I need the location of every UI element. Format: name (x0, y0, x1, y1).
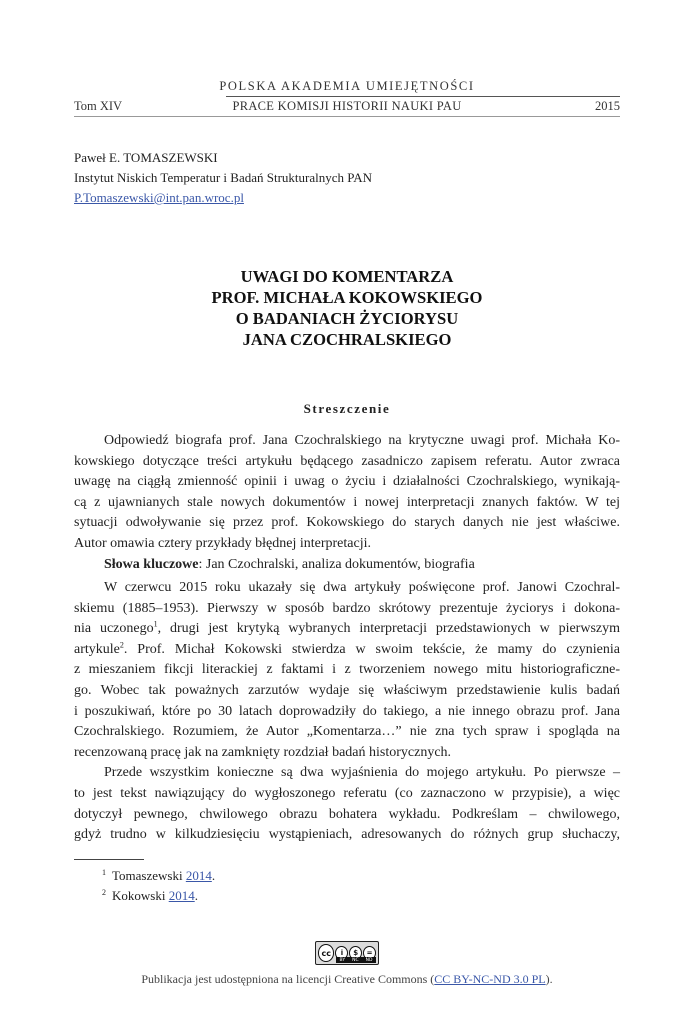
license-link[interactable]: CC BY-NC-ND 3.0 PL (434, 972, 546, 986)
body-fragment: . Prof. Michał Kokowski stwierdza w swoim tekście, że mamy do czynienia (123, 641, 620, 657)
footnote-number: 2 (102, 887, 106, 897)
title-line: O BADANIACH ŻYCIORYSU (235, 309, 459, 328)
body-line: gdyż trudno w kilkudziesięciu wystąpieniach, adresowanych do różnych grup słuchaczy, (74, 827, 620, 843)
body-paragraphs (74, 578, 620, 846)
abstract-line: kowskiego dotyczące treści artykułu będącego zasadniczo zapisem referatu. Autor zwraca (74, 453, 620, 469)
body-line: z mieszaniem fikcji literackiej z faktami i z tworzeniem nowego mitu historiograficzne- (74, 662, 620, 678)
abstract-line: Autor omawia cztery przykłady błędnej interpretacji. (74, 535, 371, 551)
attribution-icon: i (335, 946, 348, 960)
license-line (74, 972, 620, 987)
footnote-ref-1[interactable]: 1 (153, 619, 158, 629)
body-line-with-note (74, 619, 620, 640)
cc-license-badge[interactable] (315, 941, 379, 965)
body-fragment: artykule (74, 641, 120, 657)
footnote-number: 1 (102, 867, 106, 877)
header-rule-bottom (74, 116, 620, 117)
body-line: skiemu (1885–1953). Pierwszy w sposób bardzo skrótowy prezentuje życiorys i dokona- (74, 600, 620, 616)
cc-strip-label: NC (352, 957, 359, 963)
body-line: dotyczył pewnego, chwilowego obrazu bohatera wykładu. Podkreślam – chwilowego, (74, 806, 620, 822)
abstract-line: Odpowiedź biografa prof. Jana Czochralskiego na krytyczne uwagi prof. Michała Ko- (104, 433, 620, 448)
abstract-line: sytuacji odwoływanie się przez prof. Kokowskiego do starych danych nie jest właściwe. (74, 515, 620, 531)
author-block (74, 148, 372, 208)
license-end: ). (545, 972, 553, 986)
body-fragment: nia uczonego (74, 621, 154, 637)
body-line: W czerwcu 2015 roku ukazały się dwa artykuły poświęcone prof. Janowi Czochral- (104, 580, 620, 595)
keywords-line (74, 555, 620, 576)
series-title: PRACE KOMISJI HISTORII NAUKI PAU (232, 99, 462, 113)
cc-badge-strip (336, 957, 376, 963)
author-email-link[interactable]: P.Tomaszewski@int.pan.wroc.pl (74, 190, 244, 205)
footnotes (102, 866, 215, 906)
body-line: to jest tekst nawiązujący do wygłoszonego referatu (co zaznaczono w przypisie), a więc (74, 785, 620, 801)
keywords-text: : Jan Czochralski, analiza dokumentów, biografia (198, 556, 475, 572)
body-line: Czochralskiego. Rozumiem, że Autor „Komentarza…” nie zna tych spraw i spogląda na (74, 724, 620, 740)
footnote-item (102, 886, 215, 906)
cc-strip-label: ND (365, 957, 373, 963)
footnote-year-link[interactable]: 2014 (168, 888, 195, 903)
title-line: JANA CZOCHRALSKIEGO (242, 330, 452, 349)
body-line: Przede wszystkim konieczne są dwa wyjaśnienia do mojego artykułu. Po pierwsze – (104, 765, 620, 781)
year-label: 2015 (595, 99, 620, 113)
abstract-text (74, 431, 620, 575)
article-title (74, 266, 620, 350)
abstract-line: uwagę na ciągłą zmienność opinii i uwag o życiu i działalności Czochralskiego, wynikają- (74, 474, 620, 490)
footnote-item (102, 866, 215, 886)
title-line: PROF. MICHAŁA KOKOWSKIEGO (211, 288, 483, 307)
body-line: go. Wobec tak poważnych zarzutów wydaje się właściwym przedstawienie kulis badań (74, 682, 620, 698)
cc-strip-label: BY (339, 957, 346, 963)
title-line: UWAGI DO KOMENTARZA (240, 267, 454, 286)
abstract-line: cą z ujawnianych stale nowych dokumentów i nowej interpretacji znanych faktów. W tej (74, 494, 620, 510)
license-text: Publikacja jest udostępniona na licencji Creative Commons ( (141, 972, 435, 986)
footnote-end: . (211, 868, 216, 883)
keywords-label: Słowa kluczowe (104, 556, 199, 572)
noderivatives-icon: = (363, 946, 376, 960)
author-name: Paweł E. TOMASZEWSKI (74, 150, 218, 165)
academy-name: POLSKA AKADEMIA UMIEJĘTNOŚCI (219, 79, 475, 93)
author-affiliation: Instytut Niskich Temperatur i Badań Strukturalnych PAN (74, 170, 373, 185)
footnote-ref-2[interactable]: 2 (119, 640, 124, 650)
footnote-end: . (194, 888, 198, 903)
header-rule-top (226, 96, 620, 97)
abstract-heading: Streszczenie (303, 401, 391, 416)
body-line: i poszukiwań, które po 30 latach doprowadziły do takiego, a nie innego obrazu prof. Jana (74, 703, 620, 719)
footnote-year-link[interactable]: 2014 (185, 868, 212, 883)
noncommercial-icon: $ (349, 946, 362, 960)
volume-label: Tom XIV (74, 99, 123, 113)
body-line-with-note (74, 640, 620, 661)
body-line: recenzowaną pracę jak na zamknięty rozdział badań historycznych. (74, 744, 452, 760)
cc-icon: cc (318, 944, 334, 962)
footnote-rule (74, 859, 144, 860)
body-fragment: , drugi jest krytyką wybranych interpretacji przedstawionych w pierwszym (157, 621, 620, 637)
footnote-author: Kokowski (112, 888, 169, 903)
footnote-author: Tomaszewski (112, 868, 186, 883)
